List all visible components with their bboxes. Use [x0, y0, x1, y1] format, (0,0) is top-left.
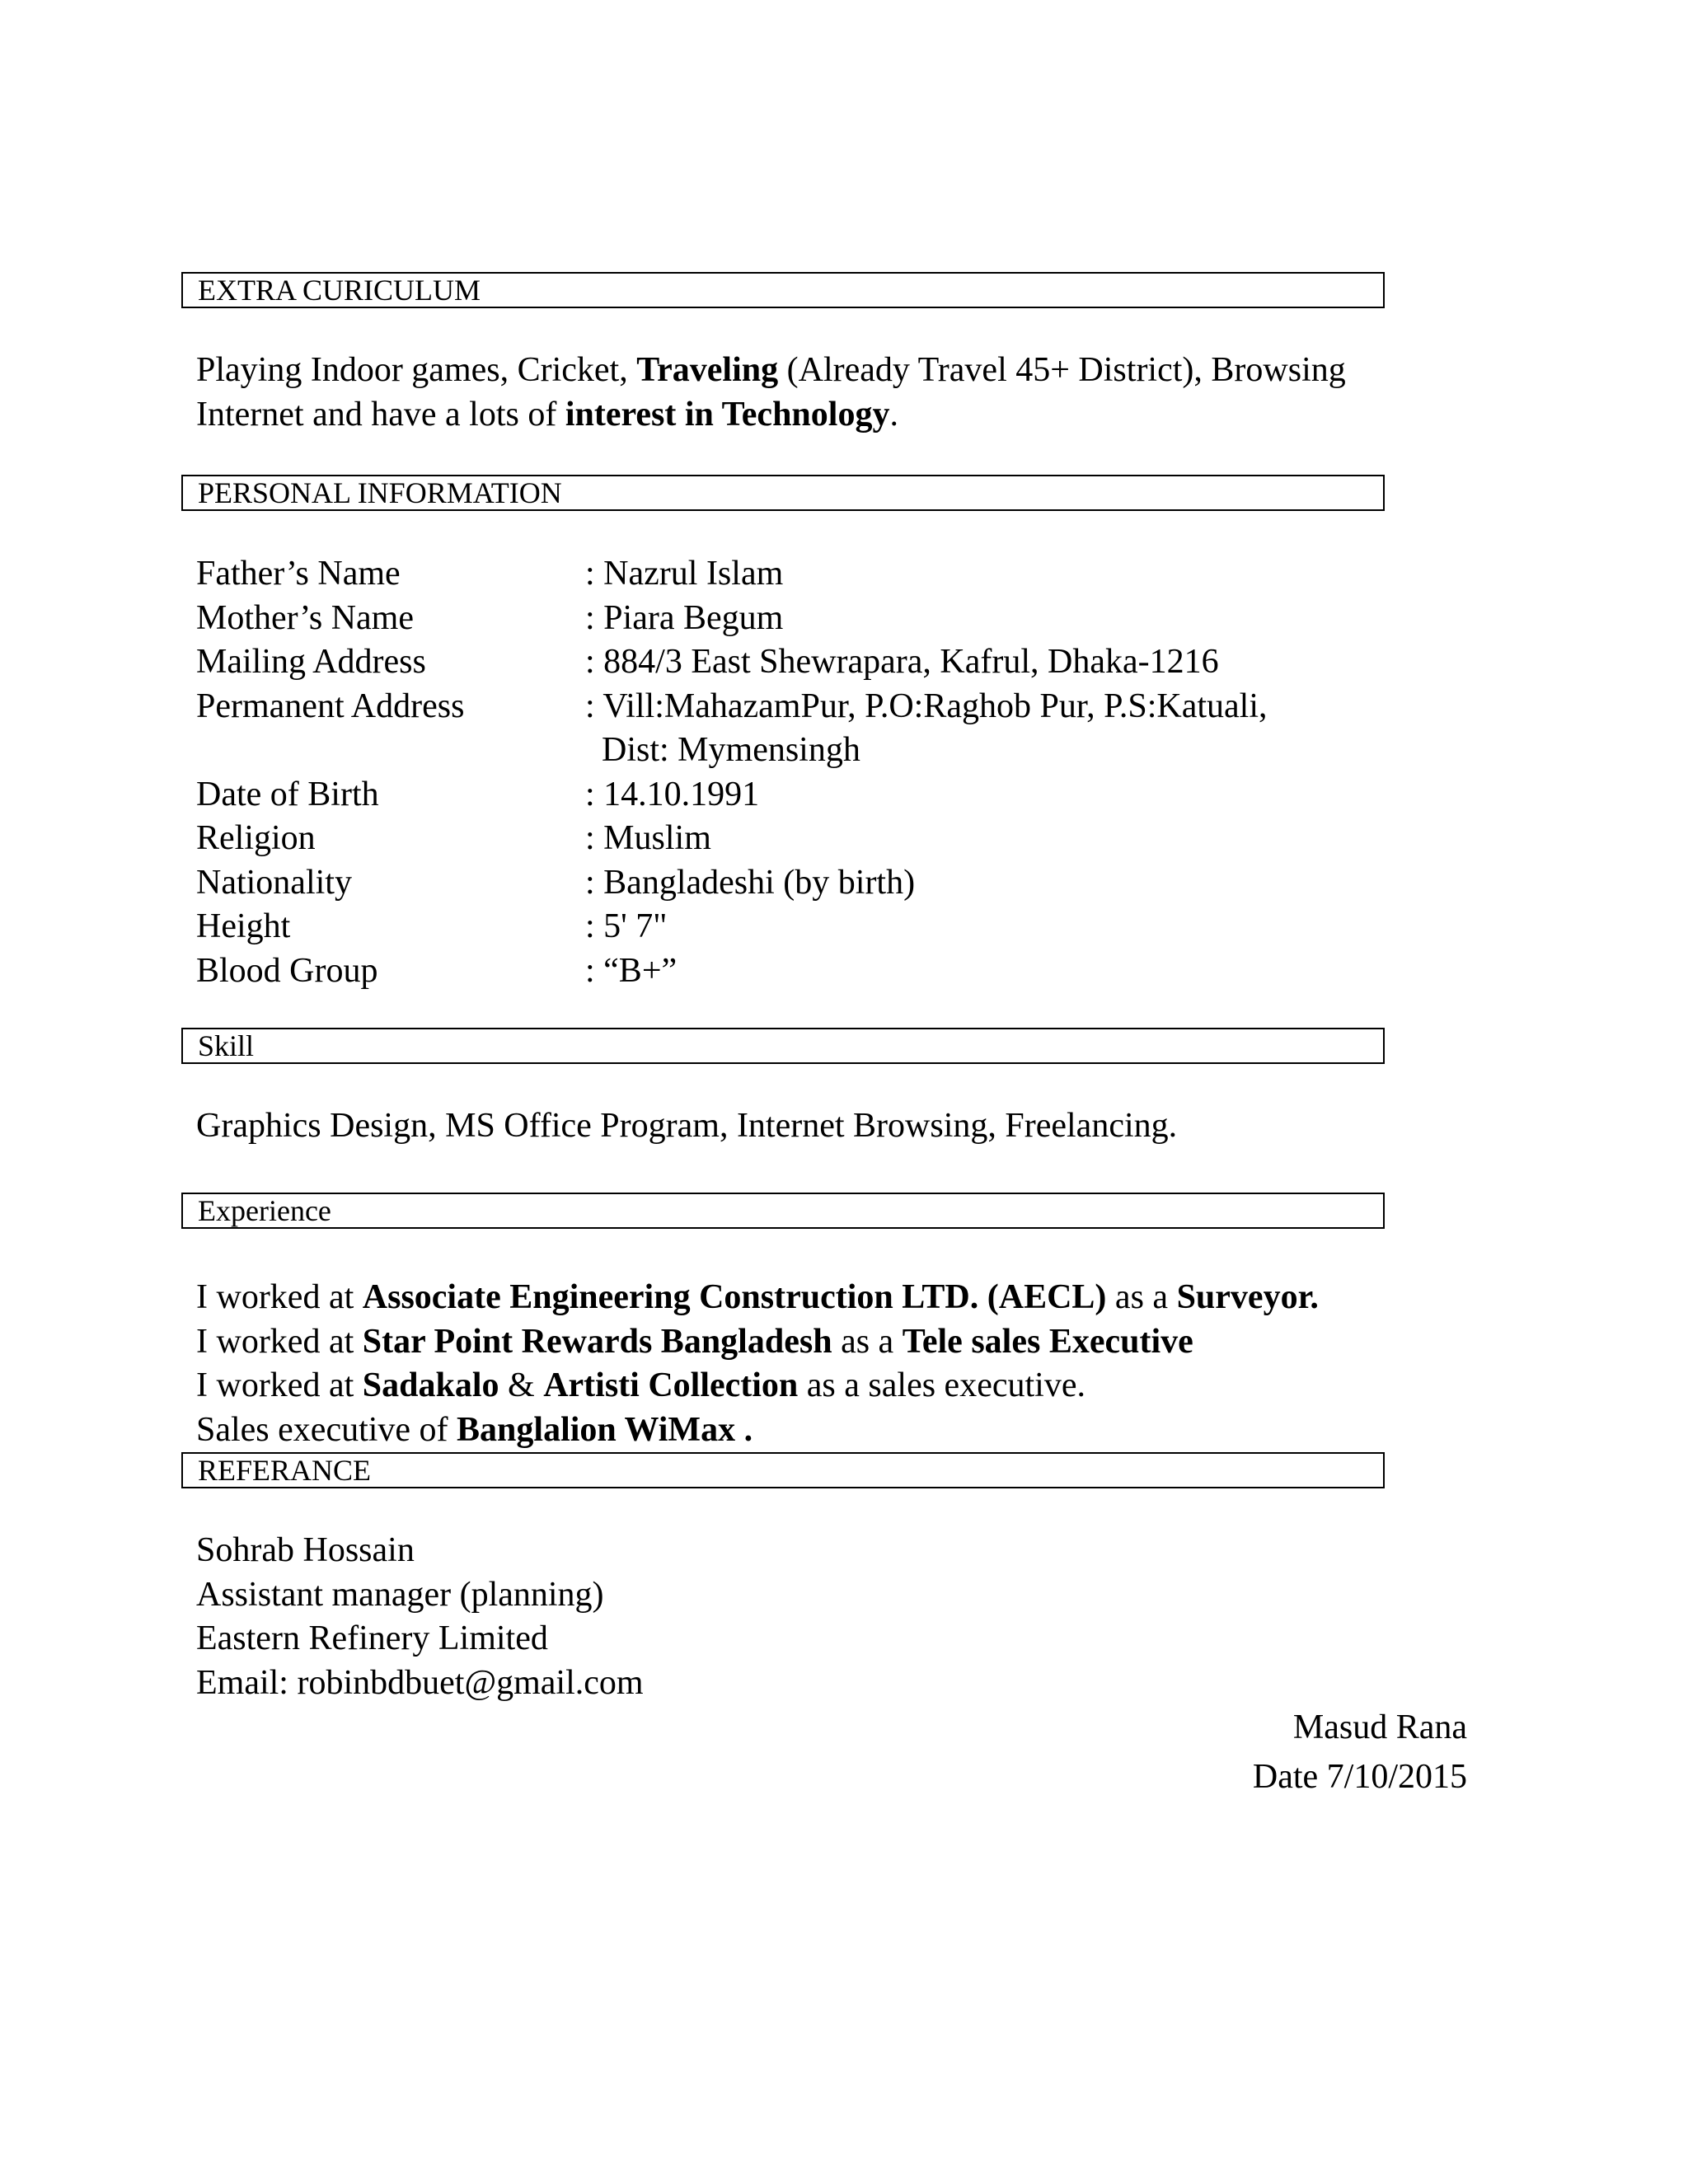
permanent-address-value: : Vill:MahazamPur, P.O:Raghob Pur, P.S:Katuali, [585, 687, 1268, 725]
reference-name: Sohrab Hossain [196, 1531, 415, 1569]
height-label: Height [196, 907, 291, 945]
nationality-label: Nationality [196, 863, 352, 902]
extra-curriculum-line-1: Playing Indoor games, Cricket, Traveling (Already Travel 45+ District), Browsing [196, 351, 1346, 389]
blood-group-label: Blood Group [196, 951, 378, 990]
mailing-address-row [196, 640, 1268, 685]
extra-curriculum-header: EXTRA CURICULUM [181, 272, 1385, 308]
experience-line-1: I worked at Associate Engineering Construction LTD. (AECL) as a Surveyor. [196, 1278, 1319, 1316]
mailing-address-value: : 884/3 East Shewrapara, Kafrul, Dhaka-1216 [585, 643, 1219, 681]
religion-label: Religion [196, 819, 316, 857]
permanent-address-row-2 [196, 729, 1268, 773]
reference-header: REFERANCE [181, 1452, 1385, 1488]
mothers-name-row [196, 597, 1268, 641]
signature-block [1253, 1703, 1467, 1802]
experience-line-3: I worked at Sadakalo & Artisti Collection as a sales executive. [196, 1366, 1085, 1404]
religion-row [196, 817, 1268, 861]
mailing-address-label: Mailing Address [196, 643, 426, 681]
reference-email: Email: robinbdbuet@gmail.com [196, 1663, 644, 1702]
date-of-birth-value: : 14.10.1991 [585, 775, 760, 813]
permanent-address-value-2: Dist: Mymensingh [602, 731, 860, 769]
height-value: : 5' 7" [585, 907, 668, 945]
permanent-address-label: Permanent Address [196, 687, 465, 725]
personal-information-header: PERSONAL INFORMATION [181, 475, 1385, 511]
date-of-birth-row [196, 773, 1268, 818]
reference-company: Eastern Refinery Limited [196, 1619, 548, 1657]
experience-line-4: Sales executive of Banglalion WiMax . [196, 1410, 753, 1449]
reference-title: Assistant manager (planning) [196, 1575, 604, 1614]
skill-text: Graphics Design, MS Office Program, Internet Browsing, Freelancing. [196, 1107, 1178, 1145]
fathers-name-row [196, 552, 1268, 597]
experience-list [196, 1276, 1319, 1452]
skill-header: Skill [181, 1028, 1385, 1064]
extra-curriculum-text [196, 349, 1346, 437]
mothers-name-value: : Piara Begum [585, 598, 784, 637]
mothers-name-label: Mother’s Name [196, 598, 414, 637]
signature-date: Date 7/10/2015 [1252, 1758, 1467, 1796]
height-row [196, 905, 1268, 949]
fathers-name-label: Father’s Name [196, 555, 401, 593]
permanent-address-row [196, 685, 1268, 729]
blood-group-row [196, 949, 1268, 994]
experience-header: Experience [181, 1193, 1385, 1229]
nationality-value: : Bangladeshi (by birth) [585, 863, 916, 902]
extra-curriculum-line-2: Internet and have a lots of interest in Technology. [196, 395, 898, 434]
personal-information-list [196, 552, 1268, 993]
reference-block [196, 1529, 644, 1705]
religion-value: : Muslim [585, 819, 711, 857]
fathers-name-value: : Nazrul Islam [585, 555, 784, 593]
nationality-row [196, 861, 1268, 906]
date-of-birth-label: Date of Birth [196, 775, 379, 813]
signature-name: Masud Rana [1292, 1708, 1467, 1746]
experience-line-2: I worked at Star Point Rewards Bangladesh as a Tele sales Executive [196, 1322, 1193, 1361]
blood-group-value: : “B+” [585, 951, 678, 990]
